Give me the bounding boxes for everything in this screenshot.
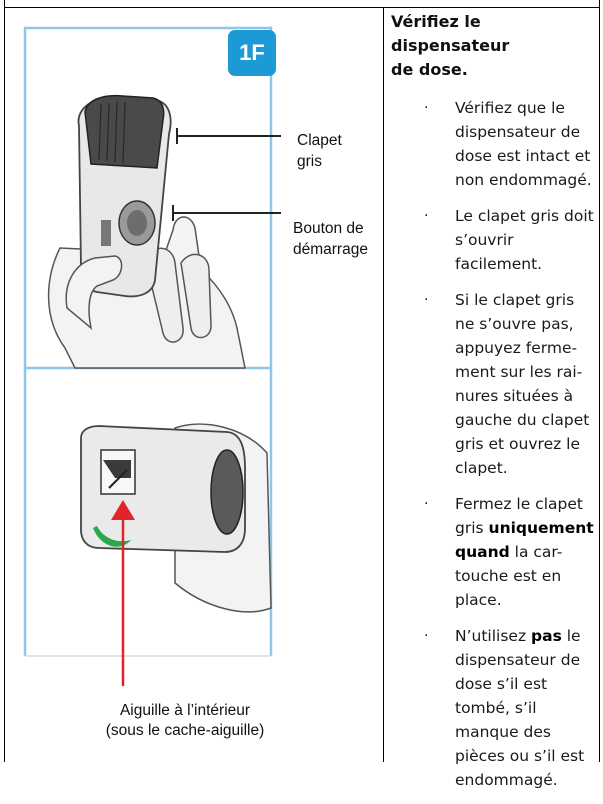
- device-window: [101, 220, 111, 246]
- bullet-icon: ·: [424, 292, 429, 308]
- bullet-icon: ·: [424, 208, 429, 224]
- item-line: [455, 516, 601, 540]
- item-line: dose s’il est: [455, 675, 548, 693]
- item-text: N’utilisez: [455, 627, 532, 645]
- callout-gray-cap-line: gris: [297, 153, 322, 170]
- item-text: gris: [455, 519, 489, 537]
- callout-start-button-line: Bouton de: [293, 220, 364, 237]
- instruction-table: [4, 0, 600, 789]
- item-line: touche est en: [455, 567, 562, 585]
- instructions-cell: [391, 10, 601, 804]
- item-line: dose est intact et: [455, 147, 591, 165]
- instruction-list: [391, 96, 601, 792]
- item-text: la car-: [509, 543, 563, 561]
- illustration-cell: [5, 8, 383, 762]
- item-line: Si le clapet gris: [455, 291, 575, 309]
- needle-caption-line: Aiguille à l’intérieur: [119, 702, 251, 719]
- list-item: [391, 492, 601, 612]
- item-line: pièces ou s’il est: [455, 747, 585, 765]
- item-line: [455, 492, 601, 516]
- item-line: appuyez ferme-: [455, 339, 578, 357]
- needle-caption-line: (sous le cache-aiguille): [105, 722, 265, 739]
- start-button-inner: [127, 210, 147, 236]
- item-text: le: [561, 627, 581, 645]
- step-badge: 1F: [228, 30, 276, 76]
- item-emphasis: quand: [455, 543, 510, 561]
- item-line: s’ouvrir: [455, 231, 514, 249]
- instructions-heading: [391, 10, 601, 82]
- item-emphasis: pas: [531, 627, 562, 645]
- item-line: clapet.: [455, 459, 508, 477]
- device-illustration: [5, 8, 383, 762]
- item-line: dispensateur de: [455, 651, 581, 669]
- item-emphasis: uniquement: [488, 519, 594, 537]
- item-line: [455, 540, 601, 564]
- item-line: non endommagé.: [455, 171, 592, 189]
- bullet-icon: ·: [424, 628, 429, 644]
- item-line: gauche du clapet: [455, 411, 590, 429]
- list-item: [391, 96, 601, 192]
- item-line: endommagé.: [455, 771, 558, 789]
- item-line: dispensateur de: [455, 123, 581, 141]
- item-line: [455, 624, 601, 648]
- item-line: ne s’ouvre pas,: [455, 315, 574, 333]
- device-end-cap: [211, 450, 243, 534]
- bullet-icon: ·: [424, 496, 429, 512]
- item-line: place.: [455, 591, 502, 609]
- needle-caption: [55, 701, 315, 741]
- item-line: Vérifiez que le: [455, 99, 565, 117]
- callout-gray-cap-line: Clapet: [297, 132, 342, 149]
- item-line: manque des: [455, 723, 551, 741]
- item-line: ment sur les rai-: [455, 363, 583, 381]
- callout-start-button-line: démarrage: [293, 241, 368, 258]
- heading-line: de dose.: [391, 60, 468, 79]
- list-item: [391, 204, 601, 276]
- item-line: gris et ouvrez le: [455, 435, 581, 453]
- callout-start-button: [293, 218, 368, 260]
- list-item: [391, 288, 601, 480]
- heading-line: Vérifiez le dispensateur: [391, 12, 510, 55]
- list-item: [391, 624, 601, 792]
- callout-gray-cap: [297, 130, 342, 172]
- item-line: facilement.: [455, 255, 543, 273]
- item-line: Le clapet gris doit: [455, 207, 594, 225]
- item-line: nures situées à: [455, 387, 574, 405]
- bullet-icon: ·: [424, 100, 429, 116]
- column-divider: [383, 7, 384, 762]
- item-text: Fermez le clapet: [455, 495, 583, 513]
- item-line: tombé, s’il: [455, 699, 537, 717]
